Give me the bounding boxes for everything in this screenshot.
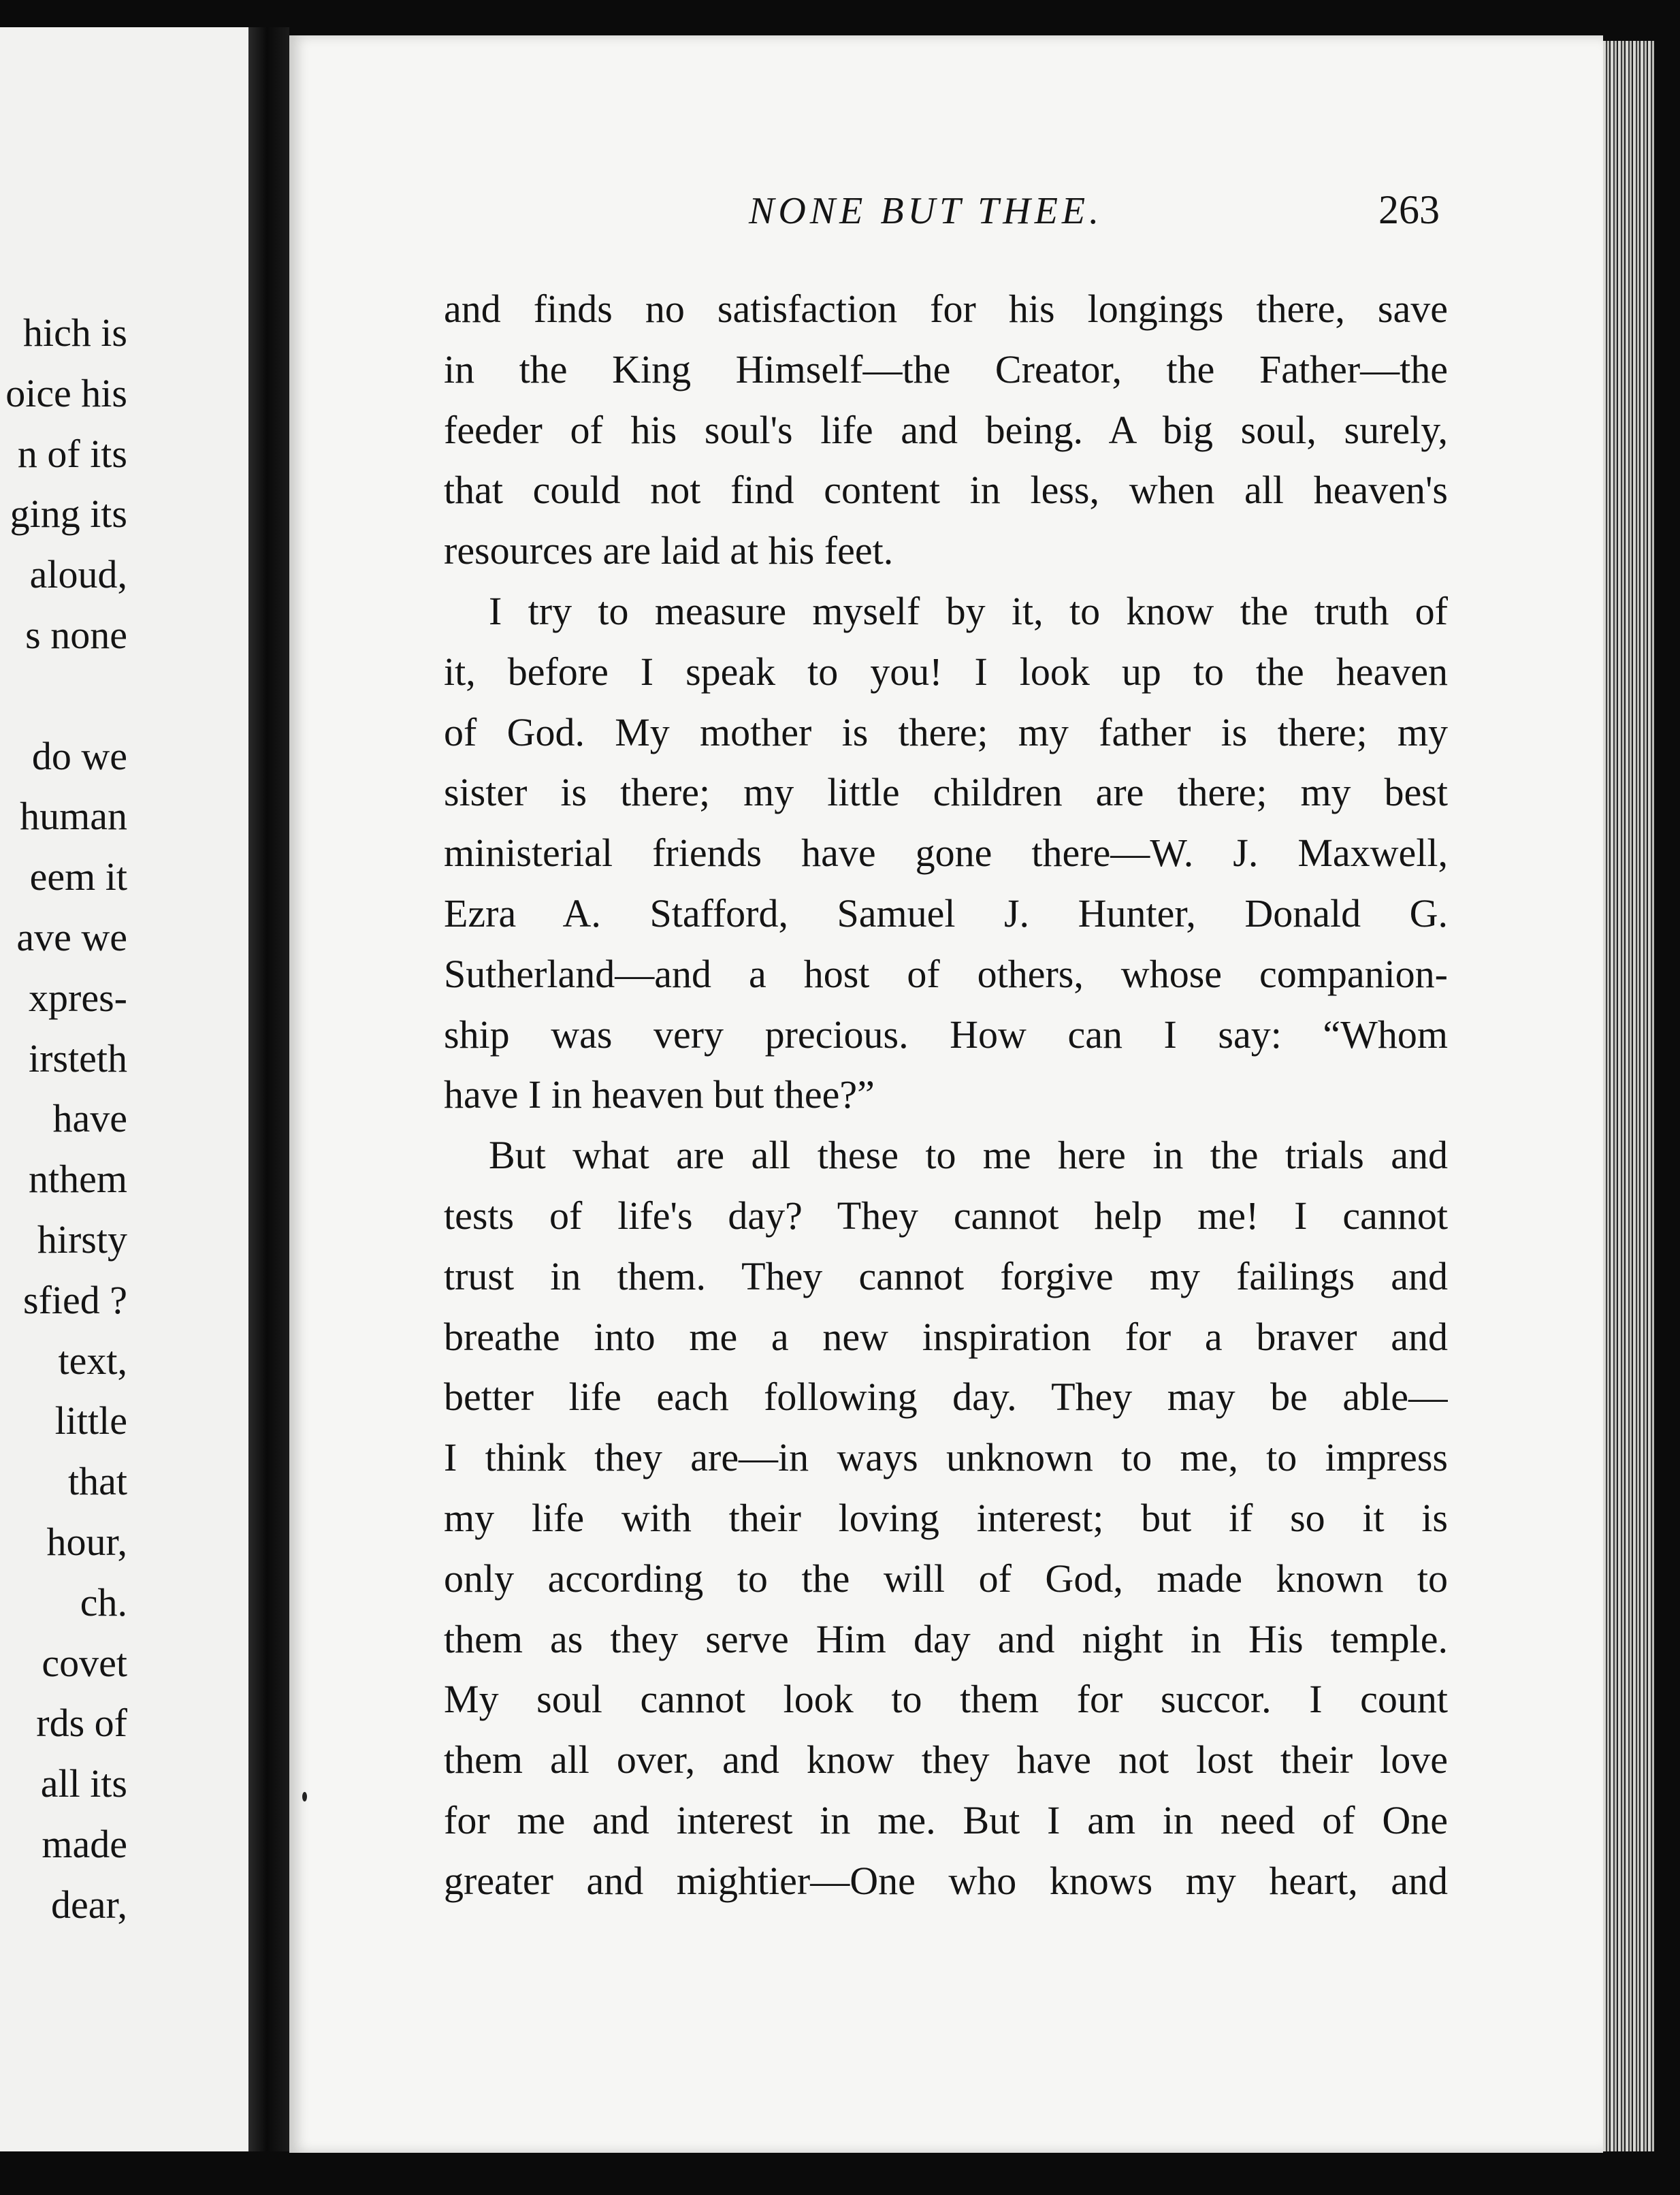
text-line: irsteth (29, 1036, 127, 1080)
text-line: made (42, 1821, 127, 1866)
text-line: sfied ? (23, 1277, 127, 1322)
text-line: breathe into me a new inspiration for a braver and (444, 1314, 1448, 1359)
page-body-text (444, 279, 1448, 1912)
text-line: tests of life's day? They cannot help me! I cannot (444, 1193, 1448, 1238)
text-line: sister is there; my little children are there; my best (444, 770, 1448, 815)
text-line: n of its (17, 431, 127, 476)
text-line: hirsty (37, 1217, 127, 1262)
text-line: oice his (5, 370, 127, 415)
text-line: greater and mightier—One who knows my heart, and (444, 1858, 1448, 1903)
text-line: that could not find content in less, when all heaven's (444, 468, 1448, 513)
text-line: ministerial friends have gone there—W. J. Maxwell, (444, 831, 1448, 876)
running-head: NONE BUT THEE. (749, 190, 1103, 232)
text-line: for me and interest in me. But I am in need of One (444, 1797, 1448, 1842)
text-line: only according to the will of God, made known to (444, 1556, 1448, 1601)
text-line: them all over, and know they have not lost their love (444, 1737, 1448, 1782)
text-line: hour, (46, 1519, 127, 1564)
text-line: better life each following day. They may be able— (444, 1375, 1448, 1420)
text-line: covet (42, 1640, 127, 1685)
text-line: ave we (16, 914, 127, 959)
text-line: do we (31, 733, 127, 778)
text-line: trust in them. They cannot forgive my failings and (444, 1253, 1448, 1298)
book-gutter (248, 27, 289, 2151)
text-line: it, before I speak to you! I look up to the heaven (444, 649, 1448, 694)
text-line: rds of (36, 1701, 127, 1746)
ink-speck (302, 1792, 307, 1801)
text-line: and finds no satisfaction for his longings there, save (444, 287, 1448, 331)
text-line: all its (40, 1761, 127, 1806)
text-line: ch. (80, 1580, 127, 1624)
text-line: hich is (22, 310, 127, 355)
text-line: But what are all these to me here in the trials and (489, 1133, 1448, 1178)
text-line: human (20, 794, 127, 839)
text-line (5, 666, 127, 726)
text-line: ship was very precious. How can I say: “Whom (444, 1012, 1448, 1057)
text-line: text, (58, 1338, 127, 1383)
text-line: ging its (10, 492, 127, 536)
page-number: 263 (1378, 187, 1440, 232)
text-line: in the King Himself—the Creator, the Father—the (444, 347, 1448, 391)
facing-page-left (0, 27, 248, 2151)
text-line: them as they serve Him day and night in His temple. (444, 1616, 1448, 1661)
text-line: xpres- (29, 975, 127, 1020)
text-line: of God. My mother is there; my father is there; my (444, 709, 1448, 754)
text-line: eem it (29, 854, 127, 899)
text-line: aloud, (29, 552, 127, 597)
text-line: have I in heaven but thee?” (444, 1072, 875, 1117)
text-line: little (54, 1398, 127, 1443)
text-line: Ezra A. Stafford, Samuel J. Hunter, Donald G. (444, 891, 1448, 935)
text-line: Sutherland—and a host of others, whose companion- (444, 951, 1448, 996)
text-line: have (52, 1096, 127, 1141)
text-line: I think they are—in ways unknown to me, to impress (444, 1435, 1448, 1480)
page-edges (1603, 41, 1654, 2151)
text-line: My soul cannot look to them for succor. I count (444, 1677, 1448, 1722)
text-line: nthem (29, 1157, 127, 1202)
text-line: I try to measure myself by it, to know the truth of (489, 588, 1448, 633)
text-line: that (68, 1459, 127, 1504)
left-page-text (5, 303, 127, 1936)
text-line: my life with their loving interest; but if so it is (444, 1495, 1448, 1540)
text-line: s none (25, 612, 127, 657)
text-line: resources are laid at his feet. (444, 528, 894, 573)
text-line: dear, (51, 1882, 127, 1927)
text-line: feeder of his soul's life and being. A big soul, surely, (444, 407, 1448, 452)
